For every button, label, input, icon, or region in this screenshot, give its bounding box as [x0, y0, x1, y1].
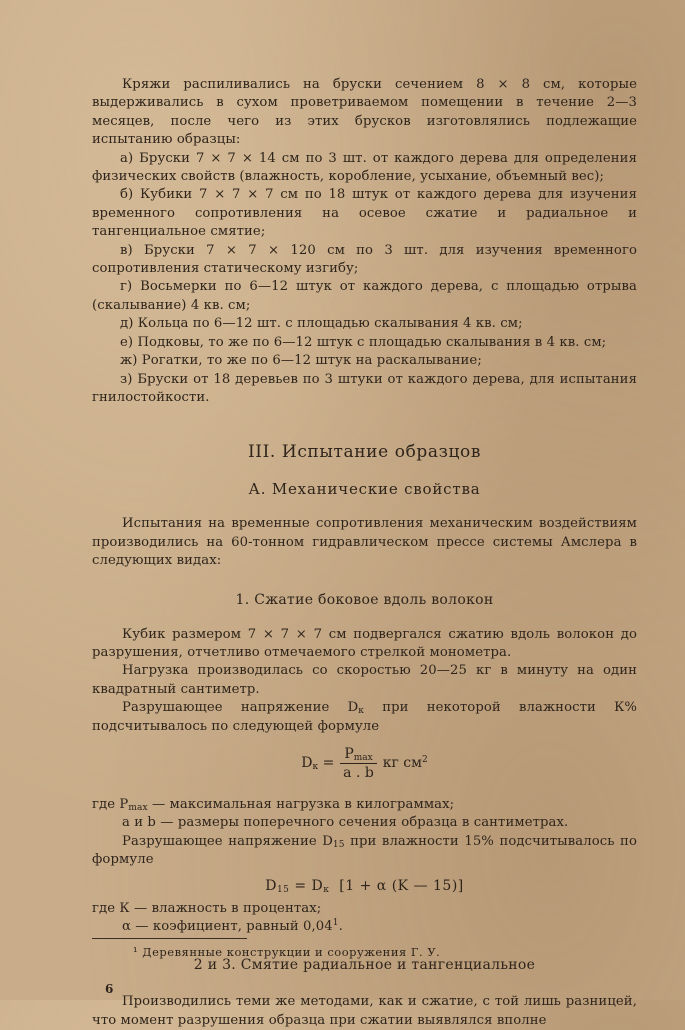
list-item: з) Бруски от 18 деревьев по 3 штуки от каждого дерева, для испытания гнилостойкости. [92, 371, 637, 405]
footnote-divider [92, 938, 247, 939]
paragraph-cube: Кубик размером 7 × 7 × 7 см подвергался сжатию вдоль волокон до разрушения, отчетливо отмечаемого стрелкой монометра. [92, 626, 637, 660]
paragraph-crushing: Производились теми же методами, как и сжатие, с той лишь разницей, что момент разрушения образца при сжатии выявлялся вполне [92, 994, 637, 1028]
definition-pmax: где $P_{max}$ — максимальная нагрузка в килограммах; [92, 796, 455, 813]
list-item: ж) Рогатки, то же по 6—12 штук на раскалывание; [120, 353, 482, 369]
intro-paragraph: Кряжи распиливались на бруски сечением 8 × 8 см, которые выдерживались в сухом проветриваемом помещении в течение 2—3 месяцев, после чего из этих брусков изготовлялись подлежащие испытанию образцы: [92, 77, 637, 148]
paragraph-stress-formula-intro: Разрушающее напряжение $D_к$ при некоторой влажности К% подсчитывалось по следующей формуле [92, 700, 638, 734]
list-item: е) Подковы, то же по 6—12 штук с площадью скалывания в 4 кв. см; [120, 334, 607, 350]
section-title: III. Испытание образцов [247, 442, 482, 463]
tests-intro-paragraph: Испытания на временные сопротивления механическим воздействиям производились на 60-тонном гидравлическом прессе системы Амслера в следующих видах: [92, 516, 637, 569]
subheading-compression: 1. Сжатие боковое вдоль волокон [235, 591, 494, 608]
paragraph-d15-intro: Разрушающее напряжение $D_{15}$ при влажности 15% подсчитывалось по формуле [92, 833, 637, 868]
subsection-title: А. Механические свойства [248, 480, 481, 499]
formula-dk: $D_к$ = $\frac{P_{max}}{a . b}$ кг $см^2$ [301, 745, 428, 781]
subheading-crushing: 2 и 3. Смятие радиальное и тангенциальное [193, 957, 536, 974]
footnote: ¹ Деревянные конструкции и сооружения Г. У. [133, 945, 441, 959]
list-item: в) Бруски 7 × 7 × 120 см по 3 шт. для изучения временного сопротивления статическому изгибу; [92, 242, 637, 277]
list-item: а) Бруски 7 × 7 × 14 см по 3 шт. от каждого дерева для определения физических свойств (влажность, коробление, усыхание, объемный вес); [92, 150, 637, 185]
list-item: б) Кубики 7 × 7 × 7 см по 18 штук от каждого дерева для изучения временного сопротивления на осевое сжатие и радиальное и тангенциальное смятие; [92, 187, 637, 240]
definition-k: где К — влажность в процентах; [92, 900, 322, 916]
paragraph-load: Нагрузка производилась со скоростью 20—25 кг в минуту на один квадратный сантиметр. [92, 663, 637, 697]
formula-d15: $D_{15} = D_к$ [1 + α (K — 15)] [265, 877, 464, 895]
fraction: $\frac{P_{max}}{a . b}$ [340, 746, 376, 781]
list-item: д) Кольца по 6—12 шт. с площадью скалывания 4 кв. см; [120, 316, 523, 332]
specimen-list [92, 150, 637, 408]
definition-alpha: α — коэфициент, равный 0,04$^1$. [122, 918, 343, 934]
page-number: 6 [105, 982, 114, 996]
list-item: г) Восьмерки по 6—12 штук от каждого дерева, с площадью отрыва (скалывание) 4 кв. см; [92, 279, 637, 313]
definition-ab: a и b — размеры поперечного сечения образца в сантиметрах. [122, 815, 569, 831]
